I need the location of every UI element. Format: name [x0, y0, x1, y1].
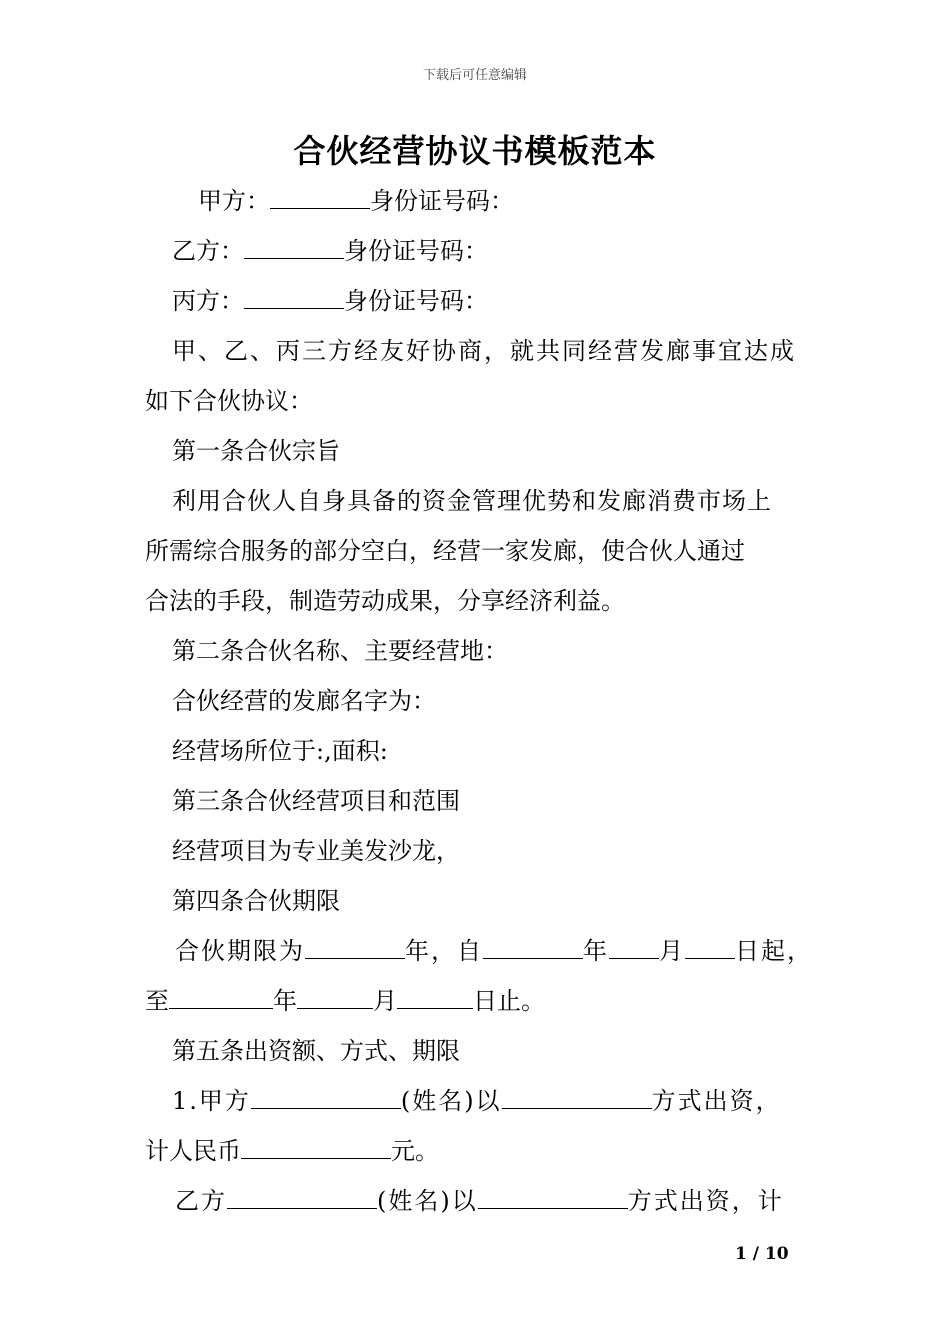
party-b-name-blank	[244, 236, 344, 259]
term-text: 合伙期限为	[175, 937, 305, 965]
header-note: 下载后可任意编辑	[422, 68, 527, 83]
paragraph-line: 甲、乙、丙三方经友好协商，就共同经营发廊事宜达成	[172, 337, 796, 365]
party-a-method-blank	[502, 1086, 652, 1109]
article-3-heading: 第三条合伙经营项目和范围	[172, 787, 460, 815]
term-text: 年，自	[405, 937, 483, 965]
term-text: 至	[145, 987, 169, 1015]
party-c-line	[172, 286, 837, 316]
paragraph-line: 合法的手段，制造劳动成果，分享经济利益。	[145, 587, 625, 615]
party-b-name-blank	[227, 1186, 377, 1209]
term-text: 日止。	[473, 987, 545, 1015]
paragraph-line: 利用合伙人自身具备的资金管理优势和发廊消费市场上	[172, 487, 772, 515]
end-day-blank	[397, 986, 473, 1009]
term-end-line	[145, 986, 810, 1016]
start-month-blank	[609, 936, 659, 959]
party-b-line	[172, 236, 837, 266]
contribution-text: 方式出资，	[651, 1087, 782, 1115]
party-c-name-blank	[244, 286, 344, 309]
party-c-id-label: 身份证号码：	[344, 287, 488, 315]
paragraph-line: 如下合伙协议：	[145, 387, 313, 415]
contribution-text: (姓名)以	[377, 1187, 478, 1215]
start-year-blank	[483, 936, 583, 959]
end-year-blank	[169, 986, 273, 1009]
contribution-text: 乙方	[175, 1187, 227, 1215]
party-a-amount-blank	[241, 1136, 391, 1159]
contribution-text: (姓名)以	[400, 1087, 502, 1115]
term-text: 月	[373, 987, 397, 1015]
contribution-text: 方式出资，计	[627, 1187, 784, 1215]
party-b-label: 乙方：	[172, 237, 244, 265]
end-month-blank	[297, 986, 373, 1009]
term-text: 年	[583, 937, 609, 965]
contribution-a-amount-line	[145, 1136, 810, 1166]
party-b-method-blank	[478, 1186, 628, 1209]
term-years-blank	[305, 936, 405, 959]
page-number: 1 / 10	[735, 1244, 789, 1264]
contribution-text: 元。	[391, 1137, 439, 1165]
party-a-line	[198, 186, 863, 216]
contribution-b-line	[175, 1186, 840, 1216]
start-day-blank	[685, 936, 735, 959]
paragraph-line: 经营项目为专业美发沙龙，	[172, 837, 460, 865]
party-a-name-blank	[251, 1086, 401, 1109]
document-title: 合伙经营协议书模板范本	[293, 132, 657, 170]
party-a-id-label: 身份证号码：	[370, 187, 514, 215]
party-b-id-label: 身份证号码：	[344, 237, 488, 265]
party-a-name-blank	[270, 186, 370, 209]
party-c-label: 丙方：	[172, 287, 244, 315]
term-line	[175, 936, 840, 966]
term-text: 月	[659, 937, 685, 965]
article-4-heading: 第四条合伙期限	[172, 887, 340, 915]
paragraph-line: 经营场所位于:,面积:	[172, 737, 388, 765]
contribution-text: 1.甲方	[172, 1087, 251, 1115]
term-text: 日起，	[735, 937, 813, 965]
article-1-heading: 第一条合伙宗旨	[172, 437, 340, 465]
article-2-heading: 第二条合伙名称、主要经营地：	[172, 637, 508, 665]
contribution-a-line	[172, 1086, 837, 1116]
party-a-label: 甲方：	[198, 187, 270, 215]
term-text: 年	[273, 987, 297, 1015]
paragraph-line: 所需综合服务的部分空白，经营一家发廊，使合伙人通过	[145, 537, 745, 565]
contribution-text: 计人民币	[145, 1137, 241, 1165]
paragraph-line: 合伙经营的发廊名字为：	[172, 687, 436, 715]
article-5-heading: 第五条出资额、方式、期限	[172, 1037, 460, 1065]
